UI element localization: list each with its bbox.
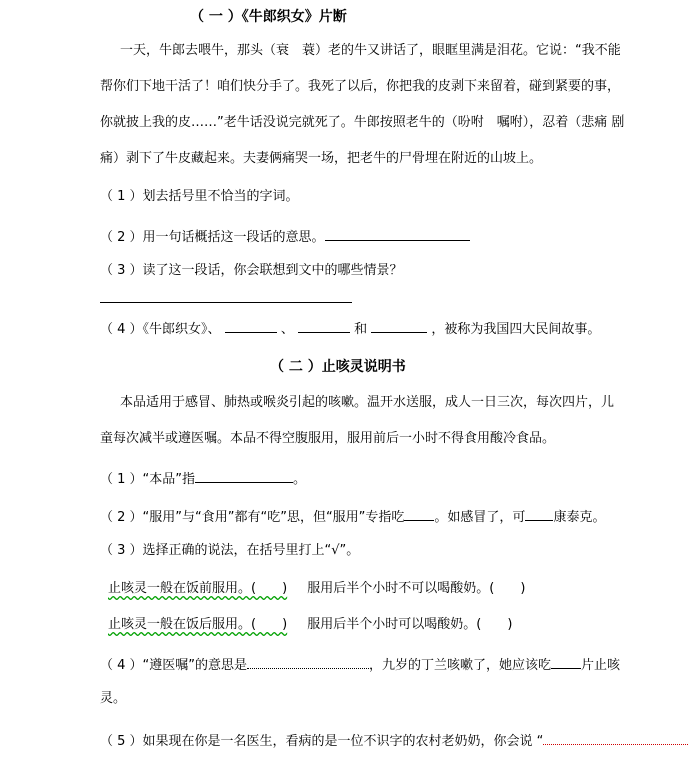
question2-2-end: 康泰克。: [553, 510, 606, 525]
passage1-line1: 一天，牛郎去喂牛，那头（衰 蓑）老的牛又讲话了，眼眶里满是泪花。它说：“我不能: [120, 43, 621, 58]
answer-blank[interactable]: [247, 654, 369, 669]
answer-blank[interactable]: [225, 318, 277, 333]
answer-blank[interactable]: [551, 654, 581, 669]
question2-3: （ 3 ）选择正确的说法，在括号里打上“√”。: [100, 543, 360, 558]
question2-4-text: （ 4 ）“遵医嘱”的意思是: [100, 658, 248, 673]
question2-4-cont: 灵。: [100, 691, 127, 706]
question2-4: [100, 654, 620, 675]
option-2a[interactable]: 止咳灵一般在饭后服用。( ): [108, 617, 288, 632]
option-1b[interactable]: 服用后半个小时不可以喝酸奶。( ): [307, 581, 526, 596]
separator: 和: [354, 322, 368, 337]
option-row-2: [108, 616, 512, 634]
passage1-line2: 帮你们下地干活了！咱们快分手了。我死了以后，你把我的皮剥下来留着，碰到紧要的事，: [100, 79, 621, 94]
question2-4-mid: ，九岁的丁兰咳嗽了，她应该吃: [369, 658, 552, 673]
answer-blank[interactable]: [298, 318, 350, 333]
question1-4-end: ，被称为我国四大民间故事。: [431, 322, 601, 337]
question2-5-text: （ 5 ）如果现在你是一名医生，看病的是一位不识字的农村老奶奶，你会说 “: [100, 734, 544, 749]
answer-blank[interactable]: [325, 226, 470, 241]
question1-2-text: （ 2 ）用一句话概括这一段话的意思。: [100, 230, 325, 245]
passage1-line4: 痛）剥下了牛皮藏起来。夫妻俩痛哭一场，把老牛的尸骨埋在附近的山坡上。: [100, 151, 543, 166]
question2-1-text: （ 1 ）“本品”指: [100, 472, 196, 487]
question1-3: （ 3 ）读了这一段话，你会联想到文中的哪些情景？: [100, 263, 403, 278]
passage2-line1: 本品适用于感冒、肺热或喉炎引起的咳嗽。温开水送服，成人一日三次，每次四片，儿: [120, 395, 615, 410]
section2-title: （ 二 ）止咳灵说明书: [270, 359, 406, 375]
question2-1-end: 。: [293, 472, 307, 487]
question1-2: [100, 226, 470, 247]
question2-2-text: （ 2 ）“服用”与“食用”都有“吃”思，但“服用”专指吃: [100, 510, 405, 525]
section1-title: （ 一 ）《牛郎织女》片断: [190, 9, 347, 25]
answer-blank[interactable]: [404, 506, 434, 521]
answer-blank[interactable]: [195, 468, 293, 483]
answer-rule[interactable]: [100, 302, 352, 303]
question2-1: [100, 468, 306, 489]
option-1a[interactable]: 止咳灵一般在饭前服用。( ): [108, 581, 288, 596]
answer-blank[interactable]: [525, 506, 553, 521]
question2-2: [100, 506, 605, 527]
option-row-1: [108, 580, 525, 598]
option-2b[interactable]: 服用后半个小时可以喝酸奶。( ): [307, 617, 513, 632]
passage2-line2: 童每次减半或遵医嘱。本品不得空腹服用，服用前后一小时不得食用酸冷食品。: [100, 431, 556, 446]
answer-blank[interactable]: [543, 730, 688, 745]
question1-1: （ 1 ）划去括号里不恰当的字词。: [100, 189, 299, 204]
question1-4-text: （ 4 ）《牛郎织女》、: [100, 322, 221, 337]
answer-blank[interactable]: [371, 318, 427, 333]
passage1-line3: 你就披上我的皮……”老牛话没说完就死了。牛郎按照老牛的（吩咐 嘱咐），忍着（悲痛 剧: [100, 115, 625, 130]
question2-5: [100, 730, 688, 751]
separator: 、: [280, 322, 294, 337]
question2-2-mid: 。如感冒了，可: [434, 510, 526, 525]
question2-4-end: 片止咳: [581, 658, 621, 673]
question1-4: [100, 318, 600, 339]
